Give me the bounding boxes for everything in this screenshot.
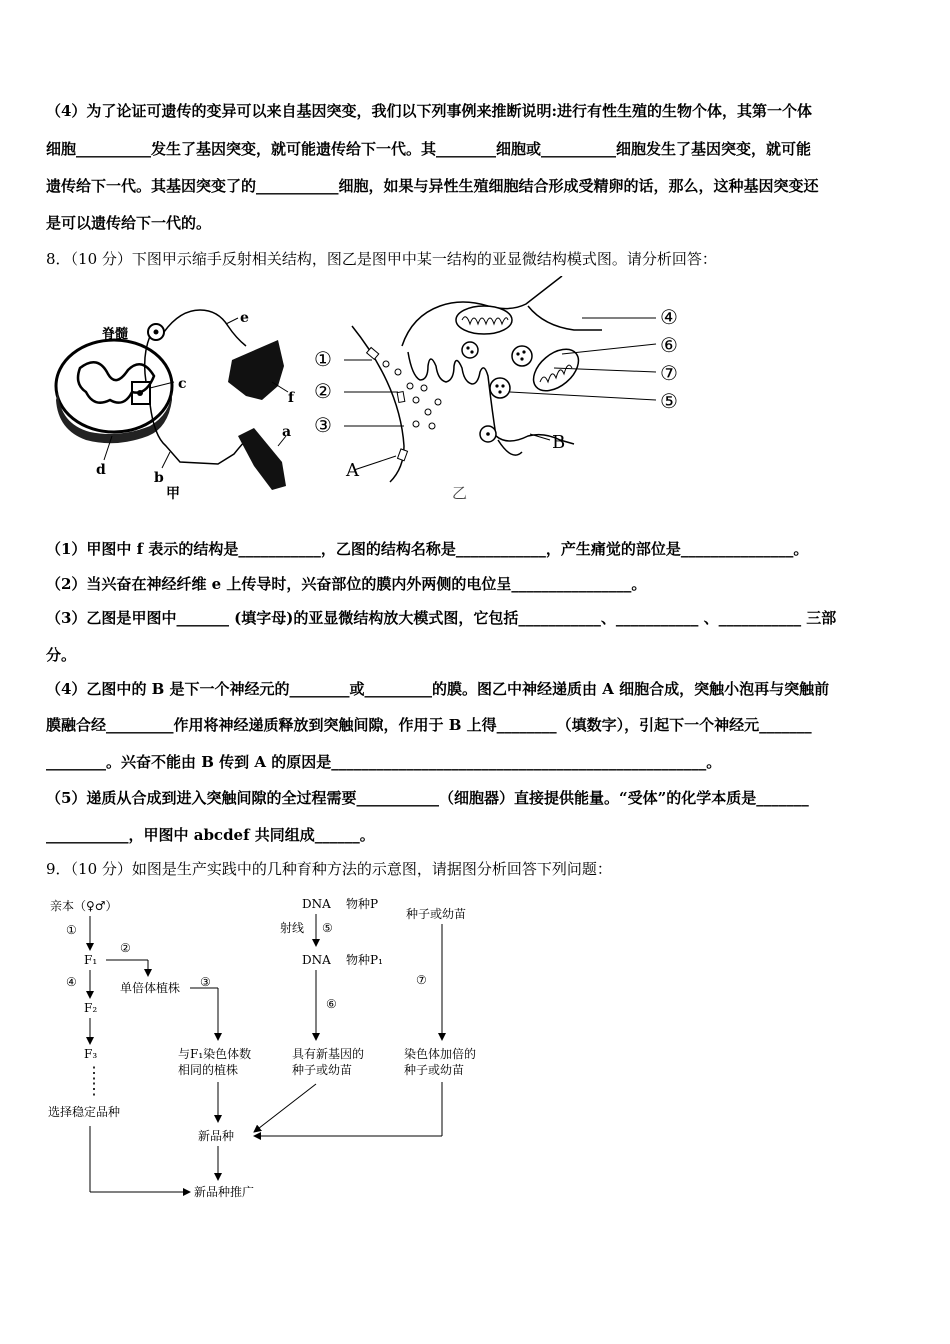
figure-yi [312,276,702,506]
node-parent: 亲本（♀♂） [50,899,118,913]
presynaptic-membrane [352,326,404,482]
spinal-cord-outline [56,340,172,432]
label-A: A [346,460,359,481]
node-doubled-1: 染色体加倍的 [404,1047,477,1061]
node-f2: F₂ [84,1001,98,1015]
q7-p4-line-1: （4）为了论证可遗传的变异可以来自基因突变，我们以下列事例来推断说明:进行有性生殖的生物个体，其第一个体 [46,102,812,120]
breeding-diagram [40,890,520,1210]
q8-header: 8．（10 分）下图甲示缩手反射相关结构，图乙是图甲中某一结构的亚显微结构模式图。请分析回答： [46,250,717,268]
label-e: e [240,310,249,326]
label-n4: ④ [660,305,678,329]
node-newgene-1: 具有新基因的 [292,1047,365,1061]
node-haploid: 单倍体植株 [120,981,181,995]
receptor-f [228,340,284,400]
q8-line-9: ___________，甲图中 abcdef 共同组成______。 [46,826,375,844]
label-b: b [154,470,164,486]
q8-line-5: （4）乙图中的 B 是下一个神经元的________或_________的膜。图乙中神经递质由 A 细胞合成，突触小泡再与突触前 [46,680,830,698]
node-dots: ⋮ [86,1063,102,1082]
caption-jia: 甲 [166,486,180,502]
node-promote: 新品种推广 [194,1185,255,1199]
label-a: a [282,424,292,440]
step-3: ③ [200,975,211,989]
step-5: ⑤ [322,921,333,935]
step-2: ② [120,941,131,955]
label-n1: ① [314,347,332,371]
label-ray: 射线 [280,921,305,935]
step-1: ① [66,923,77,937]
node-same-2: 相同的植株 [178,1063,239,1077]
step-4: ④ [66,975,77,989]
q9-header: 9．（10 分）如图是生产实践中的几种育种方法的示意图，请据图分析回答下列问题： [46,860,612,878]
node-select: 选择稳定品种 [48,1105,121,1119]
effector-a [238,428,286,490]
node-seed: 种子或幼苗 [406,907,467,921]
node-dna-1: DNA [302,897,331,911]
label-n6: ⑥ [660,333,678,357]
q7-p4-line-3: 遗传给下一代。其基因突变了的___________细胞，如果与异性生殖细胞结合形成受精卵的话，那么，这种基因突变还 [46,177,819,195]
mitochondrion-2 [526,341,586,399]
q8-line-2: （2）当兴奋在神经纤维 e 上传导时，兴奋部位的膜内外两侧的电位呈________________。 [46,575,647,593]
figure-jia [50,296,312,504]
q7-p4-line-2: 细胞__________发生了基因突变，就可能遗传给下一代。其________细胞或__________细胞发生了基因突变，就可能 [46,140,812,158]
node-f1: F₁ [84,953,98,967]
label-B: B [552,432,566,453]
q8-line-8: （5）递质从合成到进入突触间隙的全过程需要___________（细胞器）直接提供能量。“受体”的化学本质是_______ [46,789,809,807]
q8-line-7: ________。兴奋不能由 B 传到 A 的原因是__________________________________________________。 [46,753,722,771]
caption-yi: 乙 [452,484,468,502]
label-n3: ③ [314,413,332,437]
node-doubled-2: 种子或幼苗 [404,1063,465,1077]
label-c: c [178,376,187,392]
label-n2: ② [314,379,332,403]
node-species-p: 物种P [346,897,379,911]
svg-text:⋮: ⋮ [86,1079,102,1098]
step-7: ⑦ [416,973,427,987]
node-dna-2: DNA [302,953,331,967]
q7-p4-line-4: 是可以遗传给下一代的。 [46,214,212,232]
nerve-e [164,310,246,346]
step-6: ⑥ [326,997,337,1011]
q8-line-4: 分。 [46,646,77,664]
label-d: d [96,462,106,478]
node-newgene-2: 种子或幼苗 [292,1063,353,1077]
label-n7: ⑦ [660,361,678,385]
node-f3: F₃ [84,1047,98,1061]
label-f: f [288,390,295,406]
node-new-variety: 新品种 [198,1129,235,1143]
node-same-1: 与F₁染色体数 [178,1047,252,1061]
label-n5: ⑤ [660,389,678,413]
node-species-p1: 物种P₁ [346,953,383,967]
q8-line-6: 膜融合经_________作用将神经递质释放到突触间隙，作用于 B 上得________（填数字），引起下一个神经元_______ [46,716,812,734]
label-spine: 脊髓 [102,327,129,342]
q8-line-3: （3）乙图是甲图中_______ (填字母)的亚显微结构放大模式图，它包括___________、___________ 、___________ 三部 [46,609,837,627]
q8-line-1: （1）甲图中 f 表示的结构是___________，乙图的结构名称是____________，产生痛觉的部位是_______________。 [46,540,809,558]
